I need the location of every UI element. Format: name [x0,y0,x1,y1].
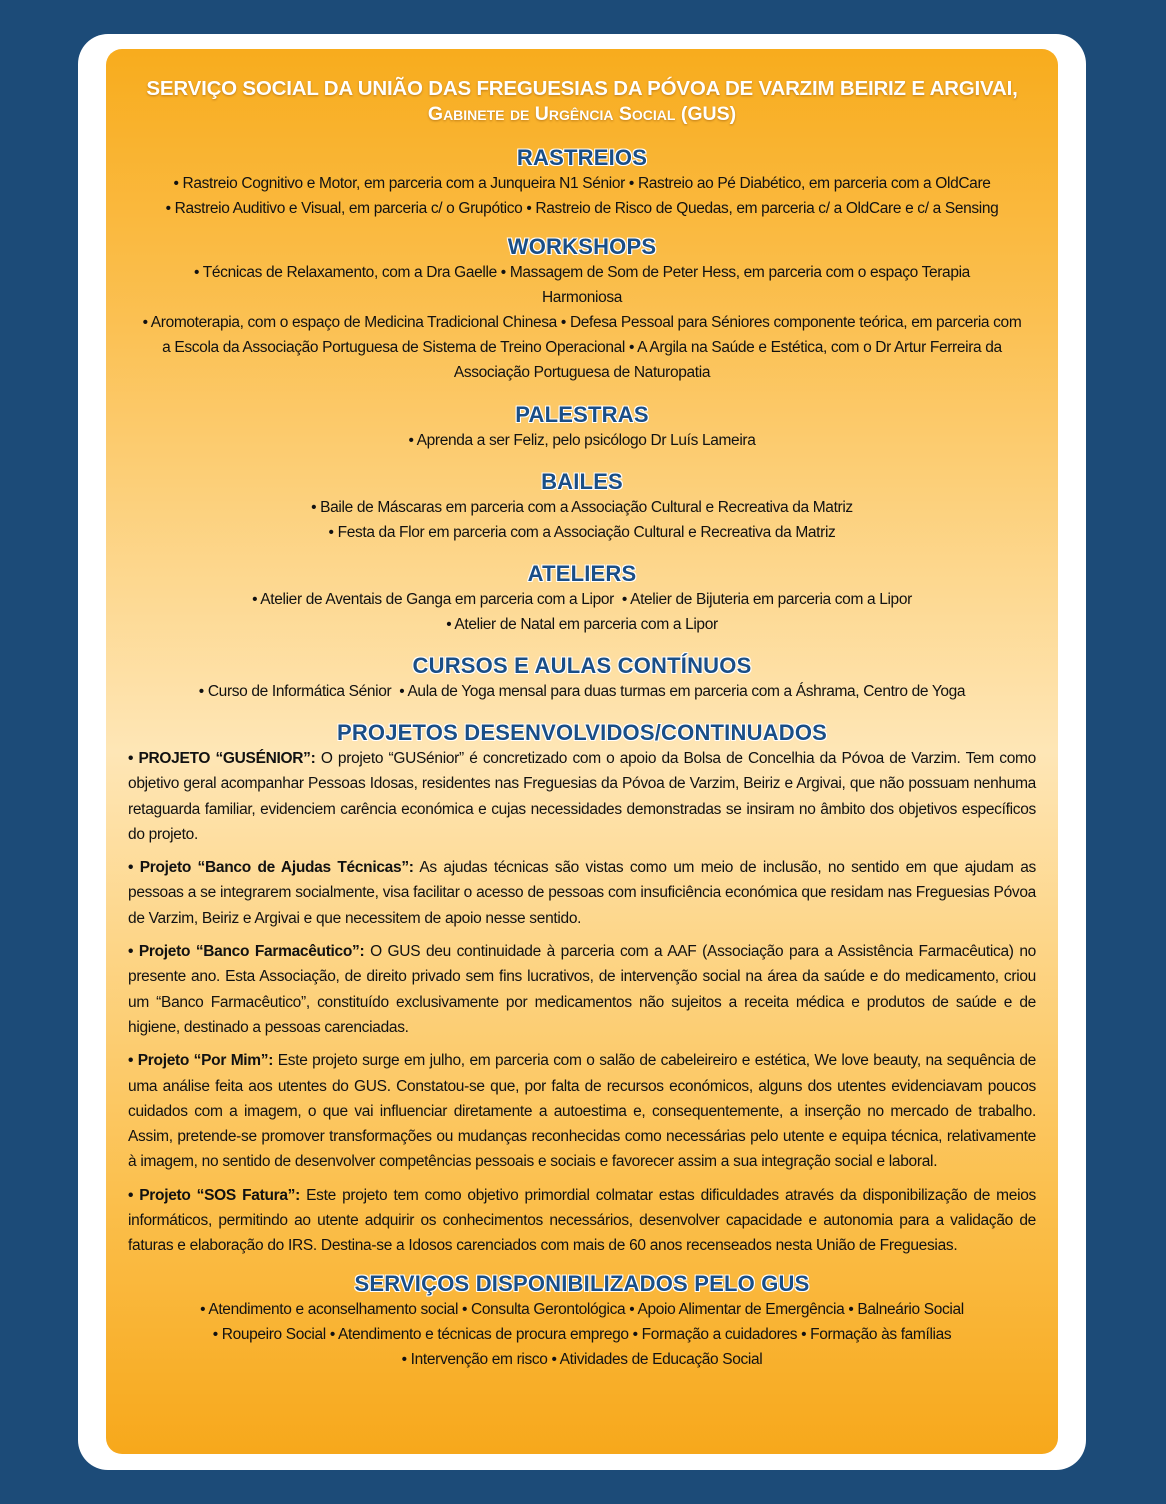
project-text: O GUS deu continuidade à parceria com a AAF (Associação para a Assistência Farmacêutica) no presente ano. Esta Associação, de direito privado sem fins lucrativos, de intervenção social na área da saúde e do medicamento, criou um “Banco Farmacêutico”, constituído exclusivamente por medicamentos não sujeitos a receita médica e produtos de saúde e de higiene, destinado a pessoas carenciadas. [128,943,1037,1036]
section-cursos [128,653,1036,704]
page-title: SERVIÇO SOCIAL DA UNIÃO DAS FREGUESIAS DA PÓVOA DE VARZIM BEIRIZ E ARGIVAI, [146,77,1018,100]
project-por-mim [128,1048,1036,1174]
list-item: • Rastreio Cognitivo e Motor, em parceria com a Junqueira N1 Sénior • Rastreio ao Pé Diabético, em parceria com a OldCare [173,175,991,192]
list-item: • Rastreio Auditivo e Visual, em parceria c/ o Grupótico • Rastreio de Risco de Quedas, em parceria c/ a OldCare e c/ a Sensing [165,200,999,217]
project-text: As ajudas técnicas são vistas como um meio de inclusão, no sentido em que ajudam as pessoas a se integrarem socialmente, visa facilitar o acesso de pessoas com insuficiência económica que residam nas Freguesias Póvoa de Varzim, Beiriz e Argivai e que necessitem de apoio nesse sentido. [128,859,1036,927]
project-label: • Projeto “Banco Farmacêutico”: [128,943,365,961]
list-item: • Roupeiro Social • Atendimento e técnicas de procura emprego • Formação a cuidadores • Formação às famílias [212,1325,952,1343]
section-projetos [128,720,1036,1259]
section-title: PALESTRAS [515,402,649,427]
section-title: CURSOS E AULAS CONTÍNUOS [412,653,752,678]
list-item: • Festa da Flor em parceria com a Associação Cultural e Recreativa da Matriz [328,524,836,541]
section-title: BAILES [541,469,623,494]
list-item: • Atelier de Aventais de Ganga em parceria com a Lipor • Atelier de Bijuteria em parceria com a Lipor [252,591,912,608]
section-title: PROJETOS DESENVOLVIDOS/CONTINUADOS [336,720,828,745]
project-text: O projeto “GUSénior” é concretizado com o apoio da Bolsa de Concelhia da Póvoa de Varzim. Tem como objetivo geral acompanhar Pessoas Idosas, residentes nas Freguesias da Póvoa de Varzim, Beiriz e Argivai, que não possuam nenhuma retaguarda familiar, evidenciem carência económica e cujas necessidades demonstradas se insiram no âmbito dos objetivos específicos do projeto. [128,750,1036,843]
section-servicos [128,1271,1036,1372]
list-item: • Aromoterapia, com o espaço de Medicina Tradicional Chinesa • Defesa Pessoal para Séniores componente teórica, em parceria com a Escola da Associação Portuguesa de Sistema de Treino Operacional • A Argila na Saúde e Estética, com o Dr Artur Ferreira da Associação Portuguesa de Naturopatia [142,314,1022,381]
section-bailes [128,469,1036,545]
section-ateliers [128,561,1036,637]
project-text: Este projeto tem como objetivo primordial colmatar estas dificuldades através da disponibilização de meios informáticos, permitindo ao utente adquirir os conhecimentos necessários, desenvolver capacidade e autonomia para a validação de faturas e elaboração do IRS. Destina-se a Idosos carenciados com mais de 60 anos recenseados nesta União de Freguesias. [128,1186,1036,1255]
list-item: • Curso de Informática Sénior • Aula de Yoga mensal para duas turmas em parceria com a Áshrama, Centro de Yoga [198,683,966,700]
list-item: • Atendimento e aconselhamento social • Consulta Gerontológica • Apoio Alimentar de Emergência • Balneário Social [200,1300,964,1318]
project-label: • PROJETO “GUSÉNIOR”: [128,750,316,767]
page-subtitle: Gabinete de Urgência Social (GUS) [427,103,737,125]
project-label: • Projeto “SOS Fatura”: [128,1186,300,1204]
list-item: • Atelier de Natal em parceria com a Lipor [446,616,718,633]
project-text: Este projeto surge em julho, em parceria com o salão de cabeleireiro e estética, We love beauty, na sequência de uma análise feita aos utentes do GUS. Constatou-se que, por falta de recursos económicos, alguns dos utentes evidenciavam poucos cuidados com a imagem, o que vai influenciar diretamente a autoestima e, consequentemente, a inserção no mercado de trabalho. Assim, pretende-se promover transformações ou mudanças reconhecidas como necessárias pelo utente e equipa técnica, relativamente à imagem, no sentido de desenvolver competências pessoais e sociais e favorecer assim a sua integração social e laboral. [128,1052,1036,1171]
project-gusenior [128,746,1036,847]
section-rastreios [128,145,1036,221]
content-panel [106,49,1058,1454]
page-header [128,76,1036,126]
list-item: • Técnicas de Relaxamento, com a Dra Gaelle • Massagem de Som de Peter Hess, em parceria com o espaço Terapia Harmoniosa [194,264,970,306]
list-item: • Intervenção em risco • Atividades de Educação Social [401,1350,763,1368]
section-title: RASTREIOS [516,145,648,170]
section-title: ATELIERS [527,561,637,586]
project-label: • Projeto “Banco de Ajudas Técnicas”: [128,859,414,877]
list-item: • Aprenda a ser Feliz, pelo psicólogo Dr Luís Lameira [408,432,756,449]
project-sos-fatura [128,1183,1036,1259]
project-label: • Projeto “Por Mim”: [128,1052,274,1070]
section-title: WORKSHOPS [507,234,657,259]
section-palestras [128,402,1036,453]
list-item: • Baile de Máscaras em parceria com a Associação Cultural e Recreativa da Matriz [311,499,853,516]
section-title: SERVIÇOS DISPONIBILIZADOS PELO GUS [354,1270,810,1296]
section-workshops [128,234,1036,385]
project-banco-ajudas [128,855,1036,931]
project-banco-farmaceutico [128,939,1036,1040]
